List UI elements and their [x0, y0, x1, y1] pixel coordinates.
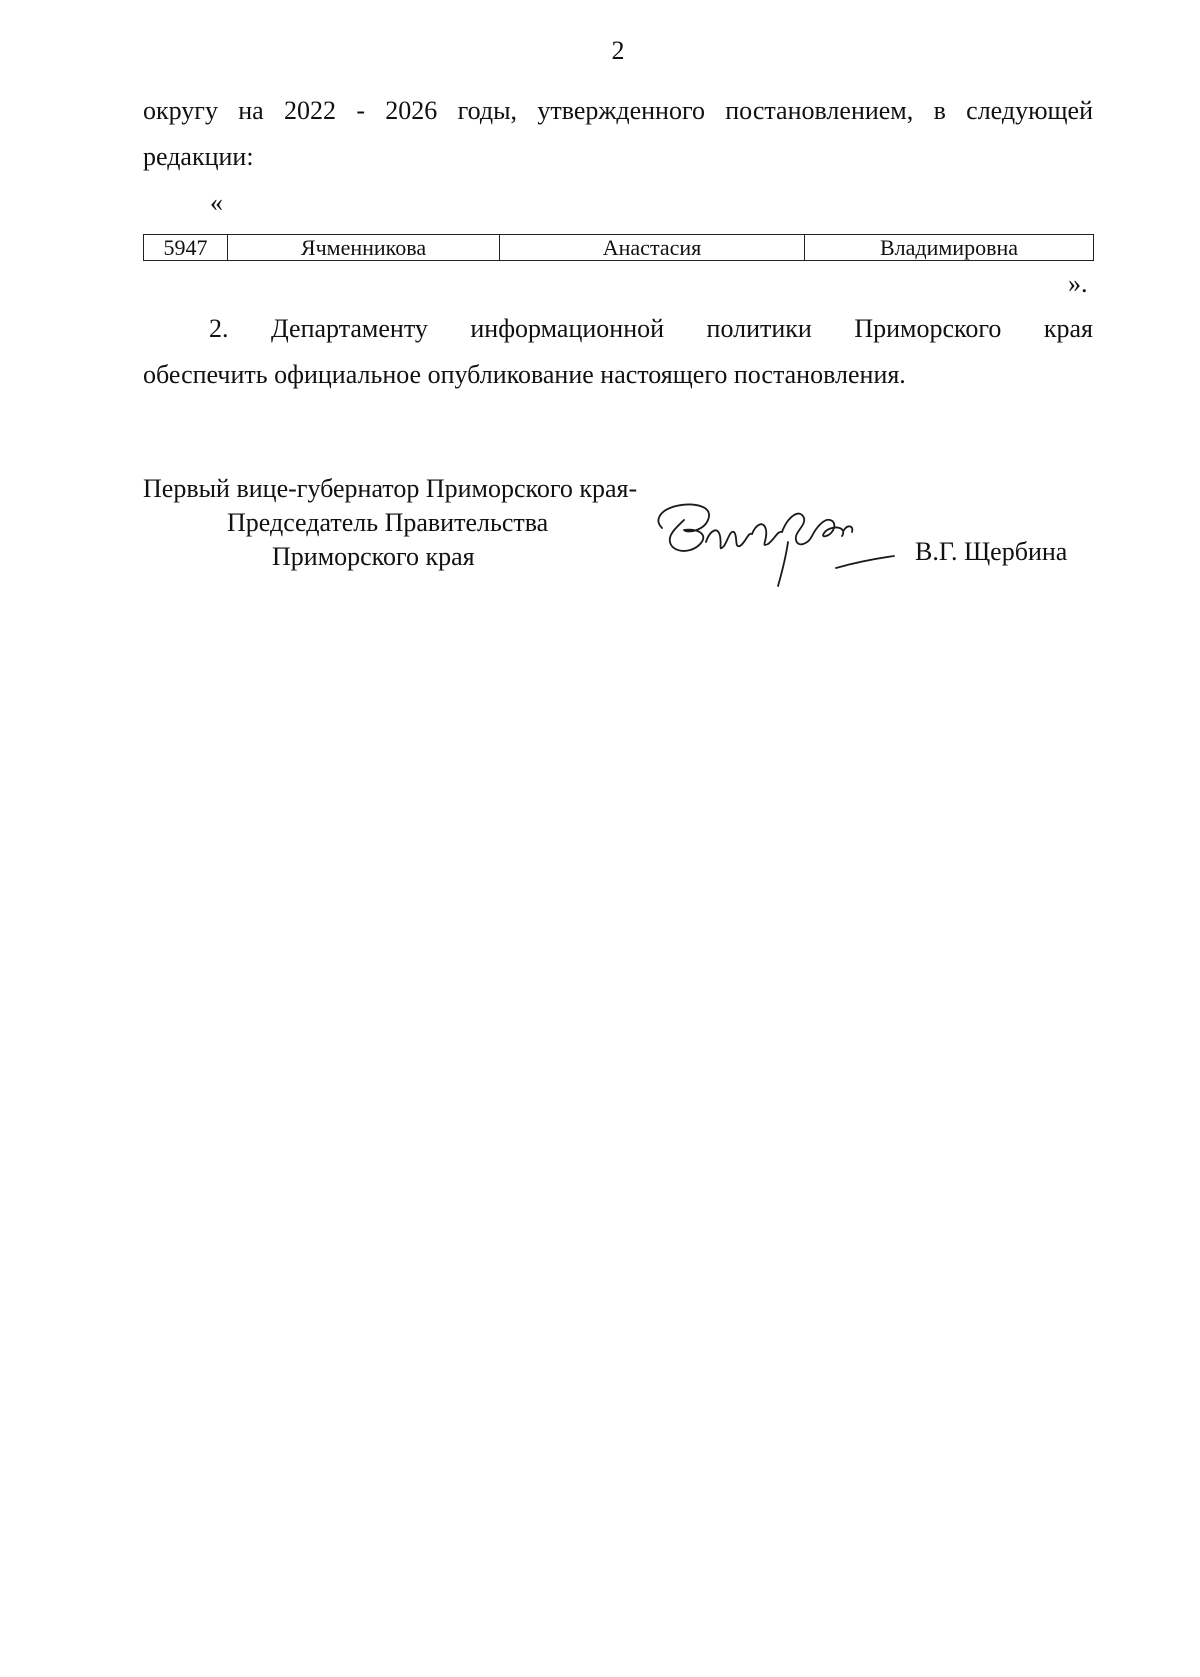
entry-surname-cell: Ячменникова — [228, 235, 500, 261]
paragraph-1-line-1: округу на 2022 - 2026 годы, утвержденного постановлением, в следующей — [143, 96, 1093, 125]
signatory-position-line-2: Председатель Правительства — [227, 508, 549, 537]
signer-name: В.Г. Щербина — [915, 537, 1068, 566]
table-row — [144, 235, 1094, 261]
entry-number-cell: 5947 — [144, 235, 228, 261]
paragraph-2-line-2: обеспечить официальное опубликование настоящего постановления. — [143, 360, 906, 389]
paragraph-1 — [143, 88, 1093, 180]
entry-name-cell: Анастасия — [500, 235, 805, 261]
opening-quote: « — [210, 188, 223, 217]
paragraph-2-line-1: 2. Департаменту информационной политики Приморского края — [209, 314, 1093, 343]
page-number: 2 — [611, 36, 625, 65]
handwritten-signature — [648, 490, 898, 600]
paragraph-1-line-2: редакции: — [143, 142, 254, 171]
signatory-position-line-1: Первый вице-губернатор Приморского края- — [143, 474, 638, 503]
signatory-position-line-3: Приморского края — [272, 542, 475, 571]
entry-patronymic-cell: Владимировна — [805, 235, 1094, 261]
closing-quote: ». — [1068, 269, 1088, 298]
paragraph-2 — [143, 306, 1093, 398]
entry-table — [143, 234, 1094, 261]
